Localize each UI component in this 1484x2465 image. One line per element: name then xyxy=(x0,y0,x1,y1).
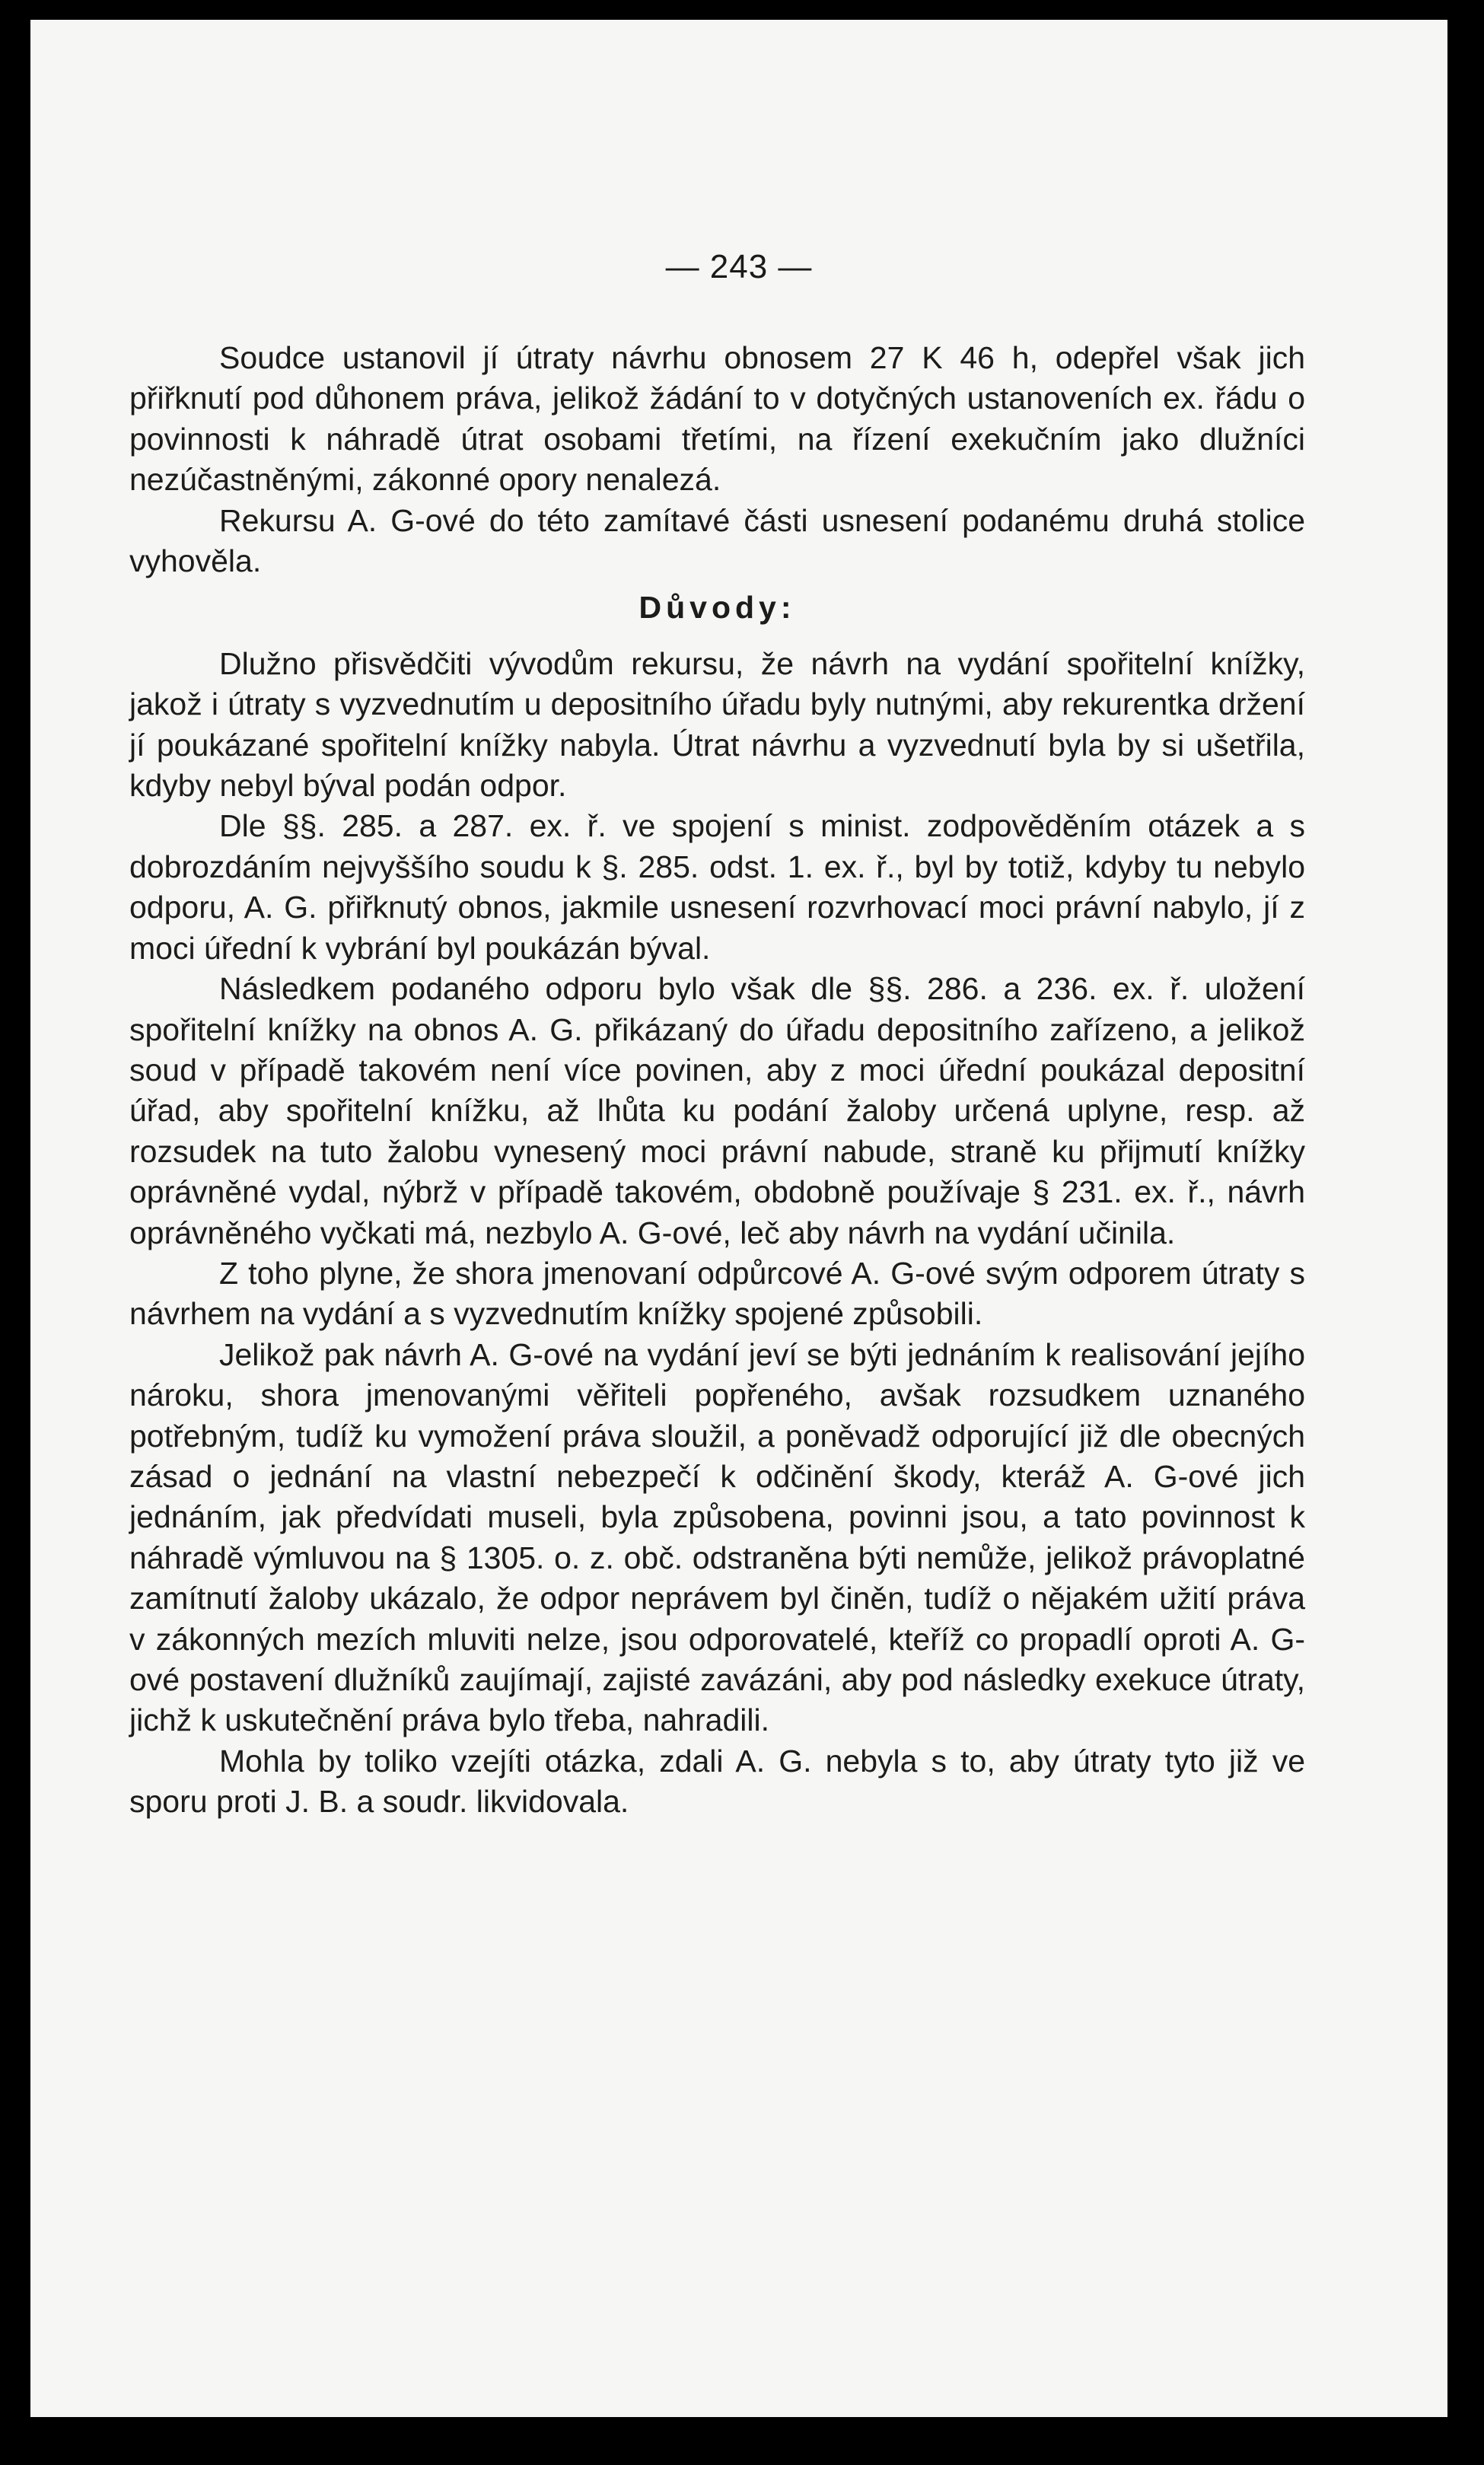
paragraph-3: Dlužno přisvědčiti vývodům rekursu, že návrh na vydání spořitelní knížky, jakož i útraty s vyzvednutím u depositního úřadu byly nutnými, aby rekurentka držení jí poukázané spořitelní knížky nabyla. Útrat návrhu a vyzvednutí byla by si ušetřila, kdyby nebyl býval podán odpor. xyxy=(129,645,1305,804)
paragraph-5: Následkem podaného odporu bylo však dle §§. 286. a 236. ex. ř. uložení spořitelní knížky na obnos A. G. přikázaný do úřadu depositního zařízeno, a jelikož soud v případě takovém není více povinen, aby z moci úřední poukázal depositní úřad, aby spořitelní knížku, až lhůta ku podání žaloby určená uplyne, resp. až rozsudek na tuto žalobu vynesený moci právní nabude, straně ku přijmutí knížky oprávněné vydal, nýbrž v případě takovém, obdobně používaje § 231. ex. ř., návrh oprávněného vyčkati má, nezbylo A. G-ové, leč aby návrh na vydání učinila. xyxy=(129,971,1305,1250)
section-heading: Důvody: xyxy=(639,590,796,626)
body-text xyxy=(129,338,1305,1823)
paragraph-7: Jelikož pak návrh A. G-ové na vydání jeví se býti jednáním k realisování jejího nároku, shora jmenovanými věřiteli popřeného, avšak rozsudkem uznaného potřebným, tudíž ku vymožení práva sloužil, a poněvadž odporující již dle obecných zásad o jednání na vlastní nebezpečí k odčinění škody, kteráž A. G-ové jich jednáním, jak předvídati museli, byla způsobena, povinni jsou, a tato povinnost k náhradě výmluvou na § 1305. o. z. obč. odstraněna býti nemůže, jelikož právoplatné zamítnutí žaloby ukázalo, že odpor neprávem byl činěn, tudíž o nějakém užití práva v zákonných mezích mluviti nelze, jsou odporovatelé, kteříž co propadlí oproti A. G-ové postavení dlužníků zaujímají, zajisté zavázáni, aby pod následky exekuce útraty, jichž k uskutečnění práva bylo třeba, nahradili. xyxy=(129,1336,1305,1738)
page-number: — 243 — xyxy=(665,248,813,285)
scanned-page xyxy=(30,20,1447,2417)
paragraph-4: Dle §§. 285. a 287. ex. ř. ve spojení s minist. zodpověděním otázek a s dobrozdáním nejvyššího soudu k §. 285. odst. 1. ex. ř., byl by totiž, kdyby tu nebylo odporu, A. G. přiřknutý obnos, jakmile usnesení rozvrhovací moci právní nabylo, jí z moci úřední k vybrání byl poukázán býval. xyxy=(129,808,1305,966)
paragraph-2: Rekursu A. G-ové do této zamítavé části usnesení podanému druhá stolice vyhověla. xyxy=(129,502,1305,579)
paragraph-1: Soudce ustanovil jí útraty návrhu obnosem 27 K 46 h, odepřel však jich přiřknutí pod důhonem práva, jelikož žádání to v dotyčných ustanoveních ex. řádu o povinnosti k náhradě útrat osobami třetími, na řízení exekučním jako dlužníci nezúčastněnými, zákonné opory nenalezá. xyxy=(129,340,1305,498)
paragraph-8: Mohla by toliko vzejíti otázka, zdali A. G. nebyla s to, aby útraty tyto již ve sporu proti J. B. a soudr. likvidovala. xyxy=(129,1743,1305,1820)
paragraph-6: Z toho plyne, že shora jmenovaní odpůrcové A. G-ové svým odporem útraty s návrhem na vydání a s vyzvednutím knížky spojené způsobili. xyxy=(129,1255,1305,1332)
scan-border xyxy=(1447,0,1484,2465)
